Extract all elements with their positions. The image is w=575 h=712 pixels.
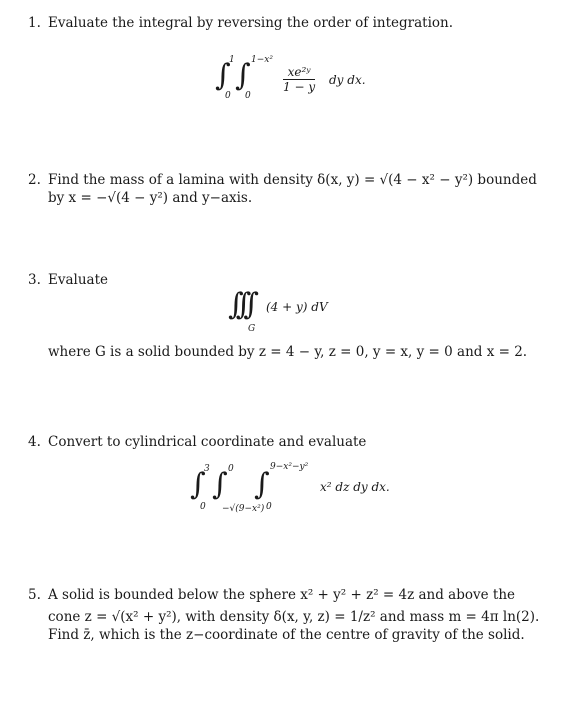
p4-upper2: 0 (228, 464, 234, 474)
problem-4 (28, 433, 547, 451)
problem-3 (28, 271, 547, 289)
integral-sign: ∫ (212, 467, 228, 502)
problem-4-number: 4. (28, 434, 41, 450)
problem-5-line2: cone z = √(x² + y²), with density δ(x, y, z) = 1/z² and mass m = 4π ln(2). (48, 609, 540, 625)
integral-sign: ∫ (254, 467, 270, 502)
p4-upper3: 9−x²−y² (270, 462, 309, 472)
p1-denominator: 1 − y (283, 80, 316, 94)
problem-5-line1: A solid is bounded below the sphere x² + y² + z² = 4z and above the (48, 587, 516, 603)
p1-upper1: 1 (229, 55, 235, 65)
integral-sign: ∫ (215, 58, 231, 93)
p3-region: G (248, 324, 256, 334)
integral-sign: ∫ (235, 58, 251, 93)
p1-upper2: 1−x² (251, 55, 273, 65)
p1-numerator: xe²ʸ (287, 65, 311, 79)
triple-integral-sign: ∫∫∫ (228, 287, 251, 322)
problem-1-number: 1. (28, 15, 41, 31)
problem-3-number: 3. (28, 272, 41, 288)
problem-1-text: Evaluate the integral by reversing the order of integration. (48, 15, 454, 31)
p4-lower2: −√(9−x²) (222, 504, 265, 514)
p4-lower1: 0 (200, 502, 206, 512)
problem-5 (28, 586, 547, 644)
problem-4-integral (190, 462, 430, 518)
problem-5-line3: Find z̄, which is the z−coordinate of the centre of gravity of the solid. (48, 627, 525, 643)
integral-sign: ∫ (190, 467, 206, 502)
problem-1 (28, 14, 547, 32)
p1-lower1: 0 (225, 91, 231, 101)
problem-2-line2: by x = −√(4 − y²) and y−axis. (48, 190, 253, 206)
p1-lower2: 0 (245, 91, 251, 101)
p4-integrand: x² dz dy dx. (320, 480, 390, 494)
p4-upper1: 3 (204, 464, 210, 474)
problem-5-number: 5. (28, 587, 41, 603)
problem-3-integral (228, 287, 388, 340)
problem-2-line1: Find the mass of a lamina with density δ(x, y) = √(4 − x² − y²) bounded (48, 172, 537, 188)
problem-2-number: 2. (28, 172, 41, 188)
p4-lower3: 0 (266, 502, 272, 512)
p1-fraction (283, 65, 315, 94)
problem-4-text: Convert to cylindrical coordinate and evaluate (48, 434, 367, 450)
problem-3-where: where G is a solid bounded by z = 4 − y, z = 0, y = x, y = 0 and x = 2. (48, 344, 528, 360)
problem-3-text: Evaluate (48, 272, 109, 288)
p3-integrand: (4 + y) dV (266, 300, 328, 314)
problem-1-integral (215, 55, 395, 105)
problem-2 (28, 171, 547, 207)
p1-differentials: dy dx. (329, 73, 366, 87)
